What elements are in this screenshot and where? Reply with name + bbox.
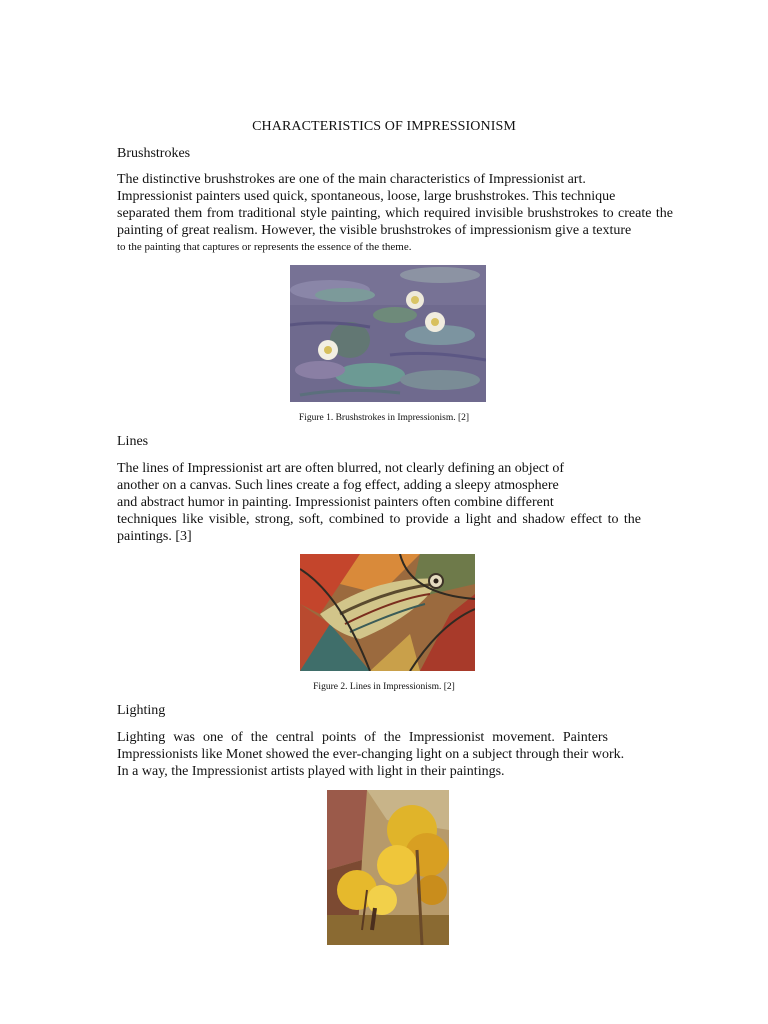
paragraph-line: and abstract humor in painting. Impressionist painters often combine different — [117, 495, 554, 510]
paragraph-line: to the painting that captures or represents the essence of the theme. — [117, 241, 412, 253]
paragraph-line: Lighting was one of the central points of the Impressionist movement. Painters — [117, 730, 608, 745]
paragraph-line: The distinctive brushstrokes are one of the main characteristics of Impressionist art. — [117, 172, 586, 187]
figure-water-lilies-painting — [290, 265, 486, 402]
paragraph-lines — [117, 460, 641, 545]
autumn-trees-image — [327, 790, 449, 945]
water-lilies-image — [290, 265, 486, 402]
paragraph-line: In a way, the Impressionist artists played with light in their paintings. — [117, 764, 505, 779]
section-heading-lines: Lines — [117, 434, 149, 449]
section-heading-brushstrokes: Brushstrokes — [117, 146, 191, 161]
figure-caption: Figure 2. Lines in Impressionism. [2] — [313, 682, 455, 692]
paragraph-line: paintings. [3] — [117, 529, 192, 544]
figure-lines-painting — [300, 554, 475, 671]
paragraph-brushstrokes — [117, 171, 673, 256]
figure-caption: Figure 1. Brushstrokes in Impressionism. [2] — [298, 413, 470, 423]
paragraph-line: Impressionists like Monet showed the ever-changing light on a subject through their work. — [117, 747, 625, 762]
paragraph-line: painting of great realism. However, the visible brushstrokes of impressionism give a texture — [117, 223, 632, 238]
paragraph-line: separated them from traditional style painting, which required invisible brushstrokes to create the — [117, 206, 673, 221]
paragraph-line: The lines of Impressionist art are often blurred, not clearly defining an object of — [117, 461, 565, 476]
section-heading-lighting: Lighting — [117, 703, 166, 718]
figure-lighting-painting — [327, 790, 449, 945]
paragraph-line: Impressionist painters used quick, spontaneous, loose, large brushstrokes. This technique — [117, 189, 616, 204]
paragraph-line: another on a canvas. Such lines create a fog effect, adding a sleepy atmosphere — [117, 478, 559, 493]
paragraph-lighting — [117, 729, 625, 780]
abstract-fish-image — [300, 554, 475, 671]
page-title: CHARACTERISTICS OF IMPRESSIONISM — [252, 119, 516, 134]
paragraph-line: techniques like visible, strong, soft, combined to provide a light and shadow effect to the — [117, 512, 641, 527]
